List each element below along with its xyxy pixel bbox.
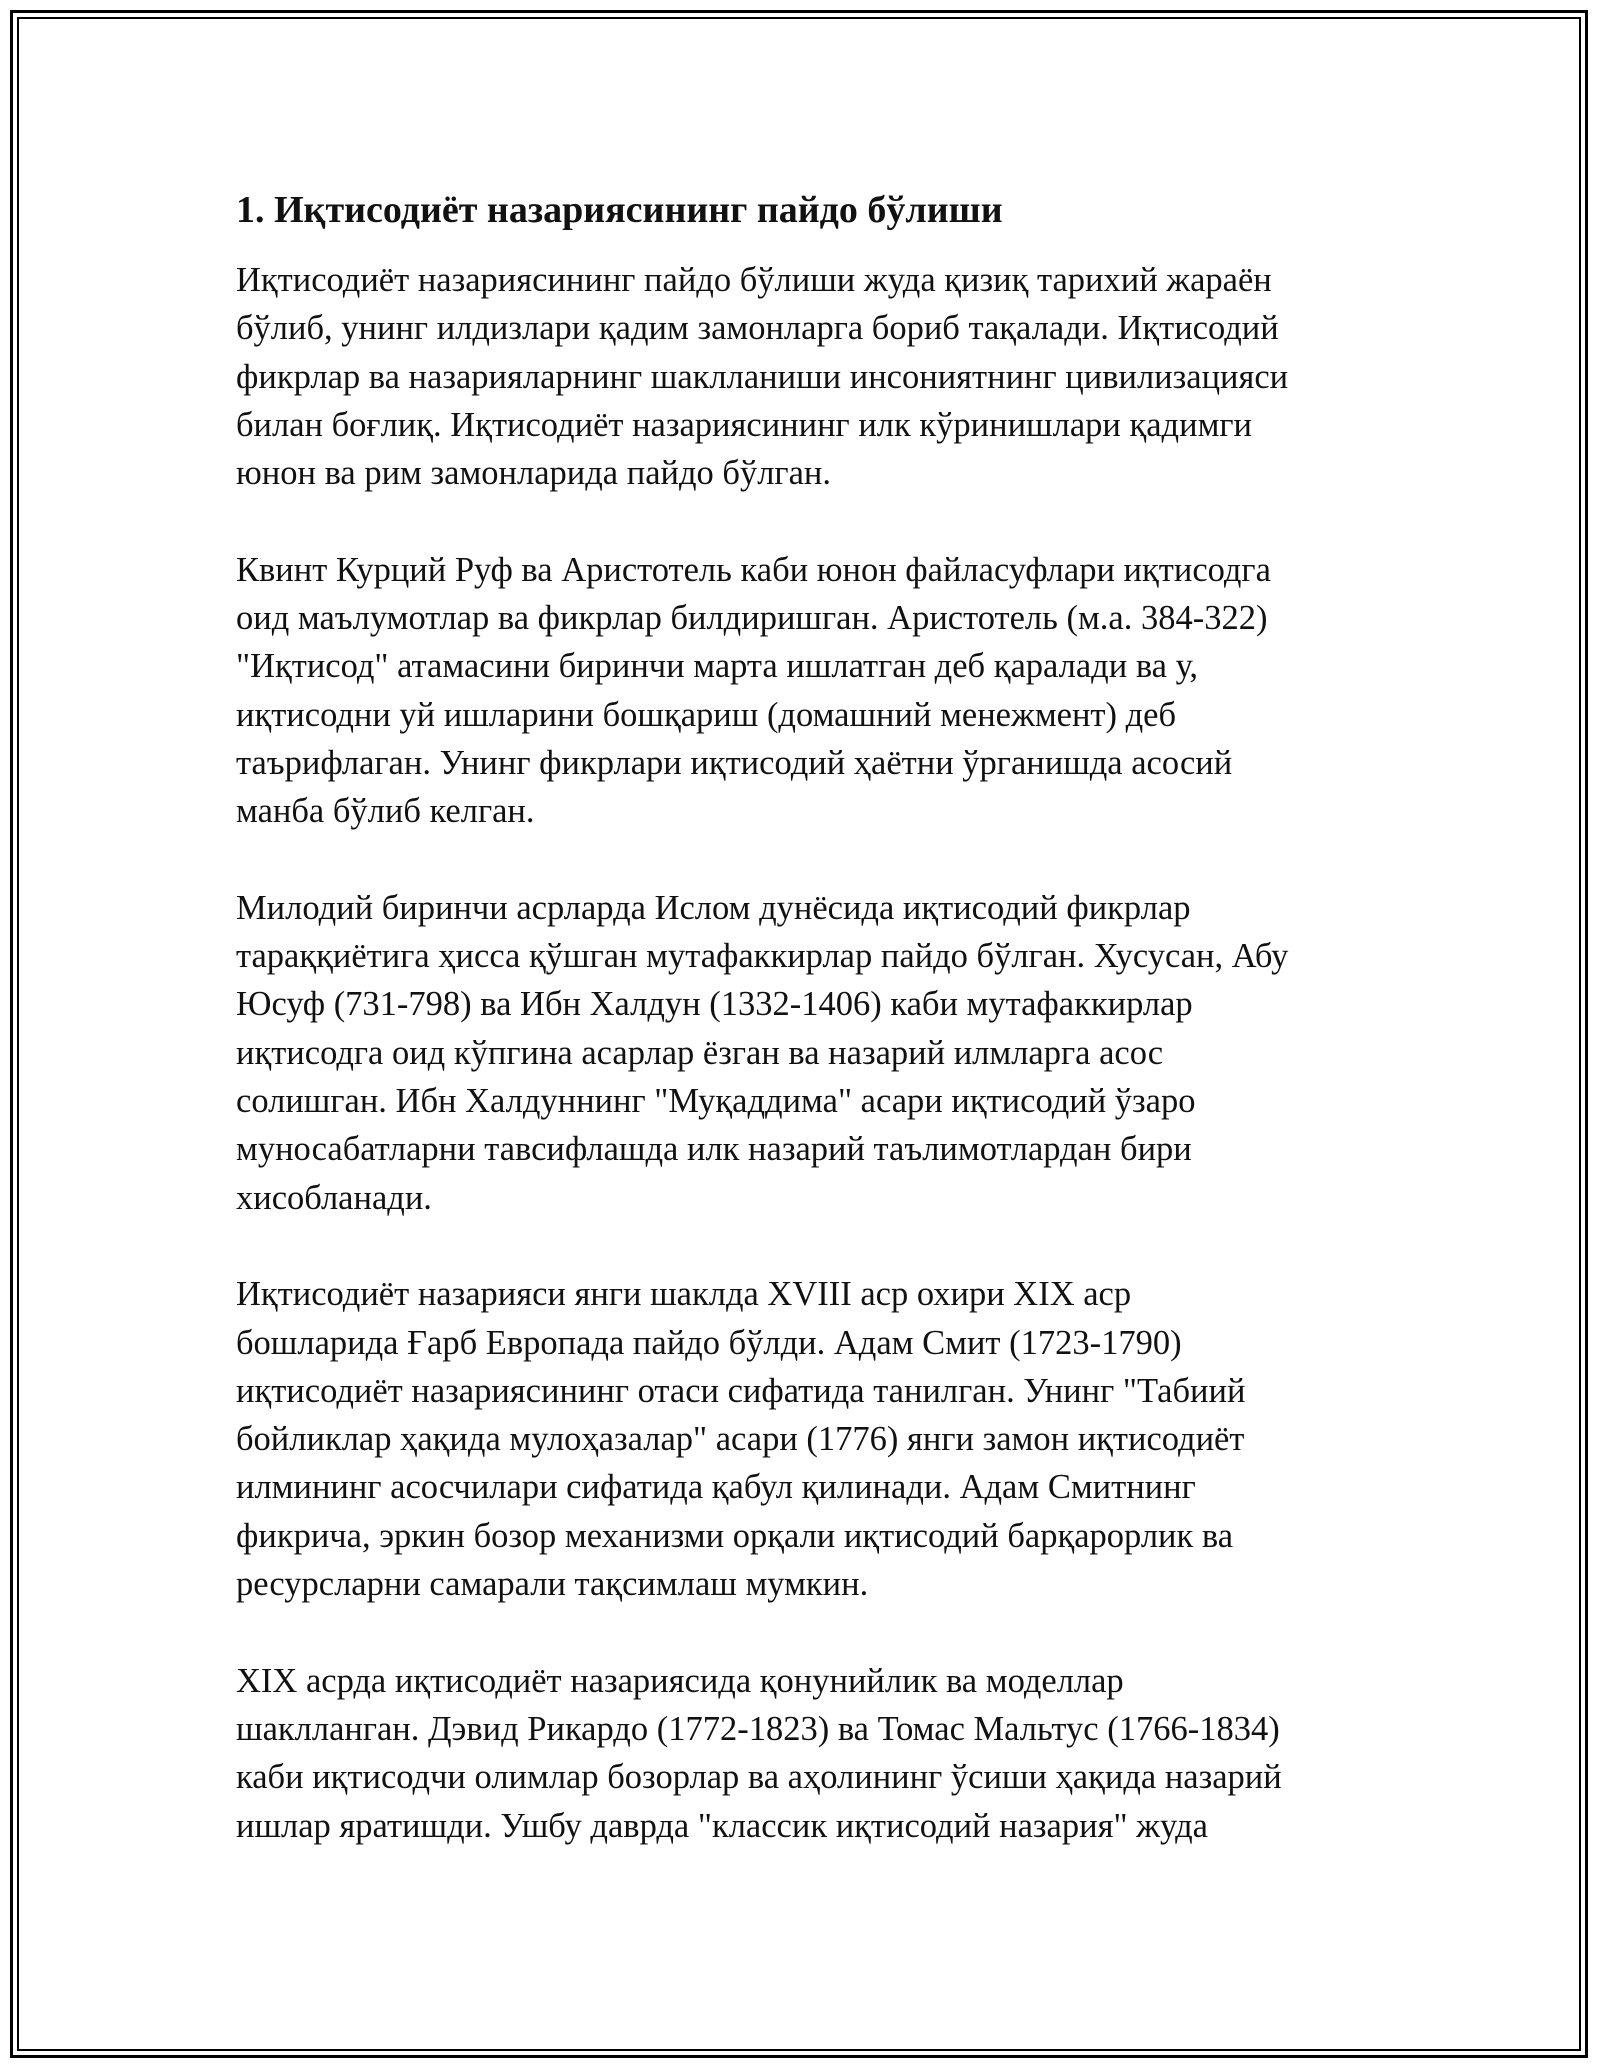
text-line: хисобланади. xyxy=(236,1178,432,1217)
text-line: Иқтисодиёт назариясининг пайдо бўлиши жуда қизиқ тарихий жараён xyxy=(236,261,1272,299)
text-line: таърифлаган. Унинг фикрлари иқтисодий ҳаётни ўрганишда асосий xyxy=(236,743,1233,782)
text-line: "Иқтисод" атамасини биринчи марта ишлатган деб қаралади ва у, xyxy=(236,647,1199,686)
paragraph-1 xyxy=(236,256,1366,497)
text-line: муносабатларни тавсифлашда илк назарий таълимотлардан бири xyxy=(236,1130,1192,1169)
text-line: тараққиётига ҳисса қўшган мутафаккирлар пайдо бўлган. Хусусан, Абу xyxy=(236,937,1289,976)
text-line: бойликлар ҳақида мулоҳазалар" асари (1776) янги замон иқтисодиёт xyxy=(236,1420,1245,1459)
text-line: манба бўлиб келган. xyxy=(236,792,535,831)
text-line: бўлиб, унинг илдизлари қадим замонларга бориб тақалади. Иқтисодий xyxy=(236,309,1279,348)
paragraph-4 xyxy=(236,1270,1366,1608)
text-line: фикрича, эркин бозор механизми орқали иқтисодий барқарорлик ва xyxy=(236,1516,1234,1555)
document-body xyxy=(236,186,1366,1898)
text-line: солишган. Ибн Халдуннинг "Муқаддима" асари иқтисодий ўзаро xyxy=(236,1082,1196,1121)
paragraph-3 xyxy=(236,884,1366,1222)
text-line: бошларида Ғарб Европада пайдо бўлди. Адам Смит (1723-1790) xyxy=(236,1323,1182,1362)
paragraph-5 xyxy=(236,1657,1366,1850)
paragraph-2 xyxy=(236,546,1366,836)
text-line: оид маълумотлар ва фикрлар билдиришган. Аристотель (м.а. 384-322) xyxy=(236,599,1268,638)
text-line: каби иқтисодчи олимлар бозорлар ва аҳолининг ўсиши ҳақида назарий xyxy=(236,1758,1282,1797)
text-line: Квинт Курций Руф ва Аристотель каби юнон файласуфлари иқтисодга xyxy=(236,550,1271,589)
text-line: иқтисодга оид кўпгина асарлар ёзган ва назарий илмларга асос xyxy=(236,1033,1164,1072)
text-line: Юсуф (731-798) ва Ибн Халдун (1332-1406) каби мутафаккирлар xyxy=(236,985,1193,1024)
text-line: фикрлар ва назарияларнинг шаклланиши инсониятнинг цивилизацияси xyxy=(236,357,1289,396)
text-line: иқтисодиёт назариясининг отаси сифатида танилган. Унинг "Табиий xyxy=(236,1371,1246,1410)
text-line: ишлар яратишди. Ушбу даврда "классик иқтисодий назария" жуда xyxy=(236,1806,1208,1845)
text-line: юнон ва рим замонларида пайдо бўлган. xyxy=(236,454,831,493)
text-line: илмининг асосчилари сифатида қабул қилинади. Адам Смитнинг xyxy=(236,1468,1196,1507)
text-line: шаклланган. Дэвид Рикардо (1772-1823) ва Томас Мальтус (1766-1834) xyxy=(236,1709,1280,1748)
section-heading: 1. Иқтисодиёт назариясининг пайдо бўлиши xyxy=(236,189,1003,231)
text-line: билан боғлиқ. Иқтисодиёт назариясининг илк кўринишлари қадимги xyxy=(236,405,1253,444)
text-line: XIX асрда иқтисодиёт назариясида қонунийлик ва моделлар xyxy=(236,1661,1124,1700)
text-line: Милодий биринчи асрларда Ислом дунёсида иқтисодий фикрлар xyxy=(236,888,1191,927)
text-line: Иқтисодиёт назарияси янги шаклда XVIII аср охири XIX аср xyxy=(236,1275,1132,1314)
text-line: ресурсларни самарали тақсимлаш мумкин. xyxy=(236,1565,869,1604)
text-line: иқтисодни уй ишларини бошқариш (домашний менежмент) деб xyxy=(236,695,1177,734)
